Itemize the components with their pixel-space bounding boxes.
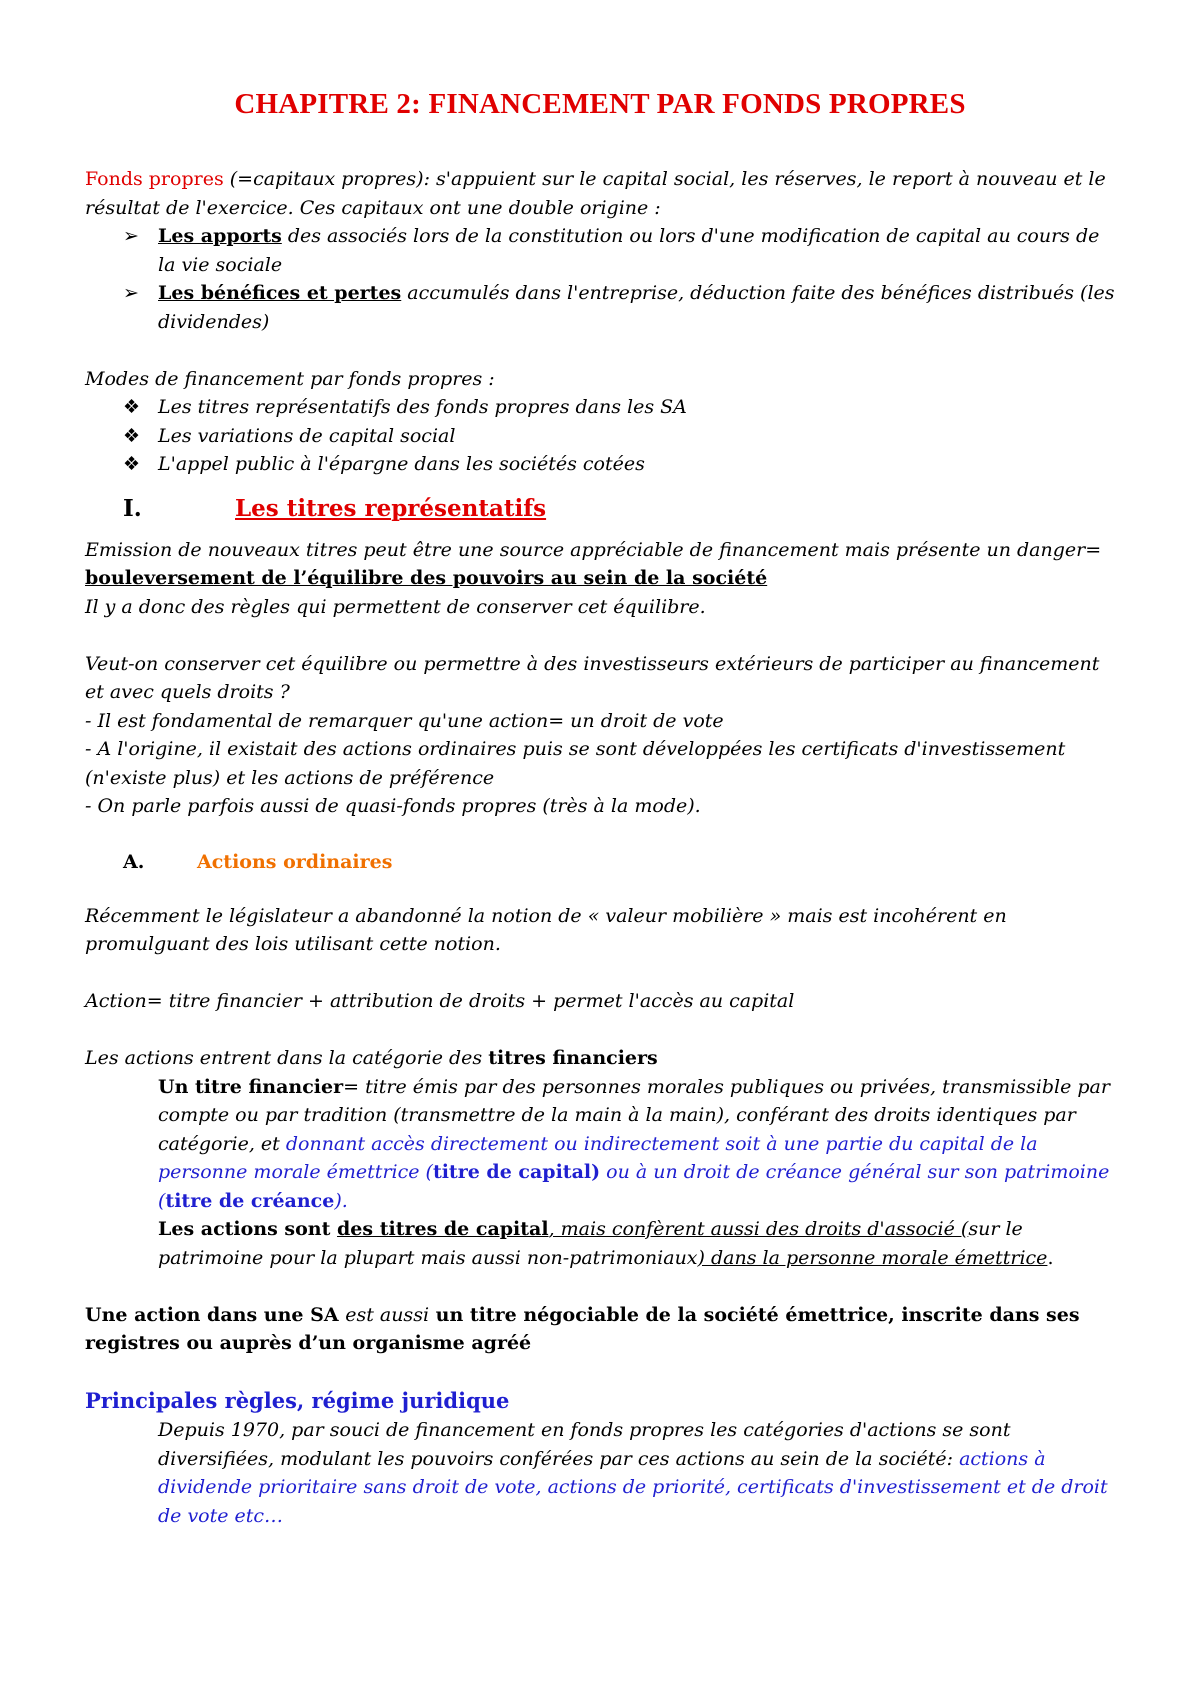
bullet-blue-bold: titre de créance [165,1189,335,1212]
sectionA-paragraph-2: Action= titre financier + attribution de droits + permet l'accès au capital [85,990,795,1012]
modes-heading: Modes de financement par fonds propres : [85,367,495,390]
subsection-number: A. [123,851,145,873]
bullet-bold: Les bénéfices et pertes [158,282,402,304]
arrow-bullet-icon: ➢ [123,282,139,304]
list-item [85,222,1115,279]
list-item-text: Les variations de capital social [158,424,456,447]
statement-text: un titre négociable de la société émettrice, inscrite dans ses registres ou auprès d’un organisme agréé [85,1303,1080,1354]
section-heading [85,495,1115,522]
bullet-blue-bold: titre de capital) [432,1161,601,1183]
bullet-text: des associés lors de la constitution ou lors d'une modification de capital au cours de la vie sociale [158,225,1100,276]
diamond-bullet-icon: ❖ [123,396,141,418]
section1-paragraph-3: - Il est fondamental de remarquer qu'une action= un droit de vote [85,709,724,732]
list-item [85,393,1115,422]
subsection-heading [85,851,1115,873]
chapter-title: CHAPITRE 2: FINANCEMENT PAR FONDS PROPRES [234,88,966,120]
list-item [85,450,1115,479]
statement-text: Une action dans une SA [85,1303,346,1326]
modes-list [85,393,1115,479]
rules-bullets [85,1416,1115,1530]
section-number: I. [123,494,142,522]
bullet-text: sur le patrimoine pour la plupart mais aussi non-patrimoniaux [158,1218,1023,1269]
list-item [85,1215,1115,1272]
intro-term: Fonds propres [85,168,224,190]
sectionA-paragraph-1: Récemment le législateur a abandonné la notion de « valeur mobilière » mais est incohérent en promulguant des lois utilisant cette notion. [85,904,1007,955]
section1-paragraph-1b: Il y a donc des règles qui permettent de conserver cet équilibre. [85,595,706,618]
emphasis-text: titres financiers [488,1047,658,1069]
diamond-bullet-icon: ❖ [123,453,141,475]
list-item-text: Les titres représentatifs des fonds propres dans les SA [158,396,687,418]
list-item-text: L'appel public à l'épargne dans les sociétés cotées [158,453,645,475]
paragraph-text: Les actions entrent dans la catégorie des [85,1047,489,1069]
section1-paragraph-4: - A l'origine, il existait des actions ordinaires puis se sont développées les certificats d'investissement (n'existe plus) et les actions de préférence [85,738,1066,789]
bullet-blue-text: ). [334,1189,348,1212]
bullet-text: . [1047,1246,1054,1269]
bullet-text: , mais confèrent aussi des droits d'associé ( [548,1218,969,1240]
intro-text: (=capitaux propres): s'appuient sur le capital social, les réserves, le report à nouveau et le résultat de l'exercice. Ces capitaux ont une double origine : [85,168,1106,219]
bullet-bold-underlined: des titres de capital [337,1218,549,1240]
sectionA-bullets [85,1073,1115,1273]
list-item [85,1073,1115,1216]
bullet-bold: Les apports [158,225,282,247]
bullet-blue-text: actions à dividende prioritaire sans droit de vote, actions de priorité, certificats d'investissement et de droit de vote etc… [158,1447,1108,1527]
bullet-text: accumulés dans l'entreprise, déduction faite des bénéfices distribués (les dividendes) [158,282,1115,333]
section1-paragraph-2: Veut-on conserver cet équilibre ou permettre à des investisseurs extérieurs de participer au financement et avec quels droits ? [85,652,1100,703]
statement-paragraph [85,1301,1115,1358]
bullet-bold: Un titre financier [158,1075,344,1098]
subsection-title: Actions ordinaires [197,851,393,873]
bullet-text: Depuis 1970, par souci de financement en fonds propres les catégories d'actions se sont diversifiées, modulant les pouvoirs conférées par ces actions au sein de la société: [158,1419,1011,1470]
list-item [85,1416,1115,1530]
sectionA-paragraph-3 [85,1044,1115,1073]
list-item [85,279,1115,336]
document-page [85,88,1115,1530]
intro-paragraph [85,165,1115,222]
bullet-bold: Les actions sont [158,1218,338,1240]
list-item [85,422,1115,451]
diamond-bullet-icon: ❖ [123,424,141,447]
arrow-bullet-icon: ➢ [123,225,139,247]
section1-paragraph-1 [85,536,1115,593]
section1-paragraph-5: - On parle parfois aussi de quasi-fonds propres (très à la mode). [85,795,701,817]
bullet-text: = titre émis par des personnes morales publiques ou privées, transmissible par compte ou par tradition (transmettre de la main à la main), conférant des droits identiques par catégorie, et [158,1075,1110,1155]
statement-italic: est aussi [345,1303,430,1326]
bullet-text: ) dans la personne morale émettrice [697,1246,1048,1269]
emphasis-text: bouleversement de l’équilibre des pouvoirs au sein de la société [85,567,768,589]
bullet-blue-text: ou à un droit de créance général sur son patrimoine ( [158,1161,1110,1212]
rules-heading: Principales règles, régime juridique [85,1388,510,1413]
paragraph-text: Emission de nouveaux titres peut être une source appréciable de financement mais présente un danger= [85,538,1102,561]
intro-bullets [85,222,1115,336]
bullet-blue-text: donnant accès directement ou indirectement soit à une partie du capital de la personne morale émettrice ( [158,1132,1038,1183]
section-title: Les titres représentatifs [235,494,547,522]
